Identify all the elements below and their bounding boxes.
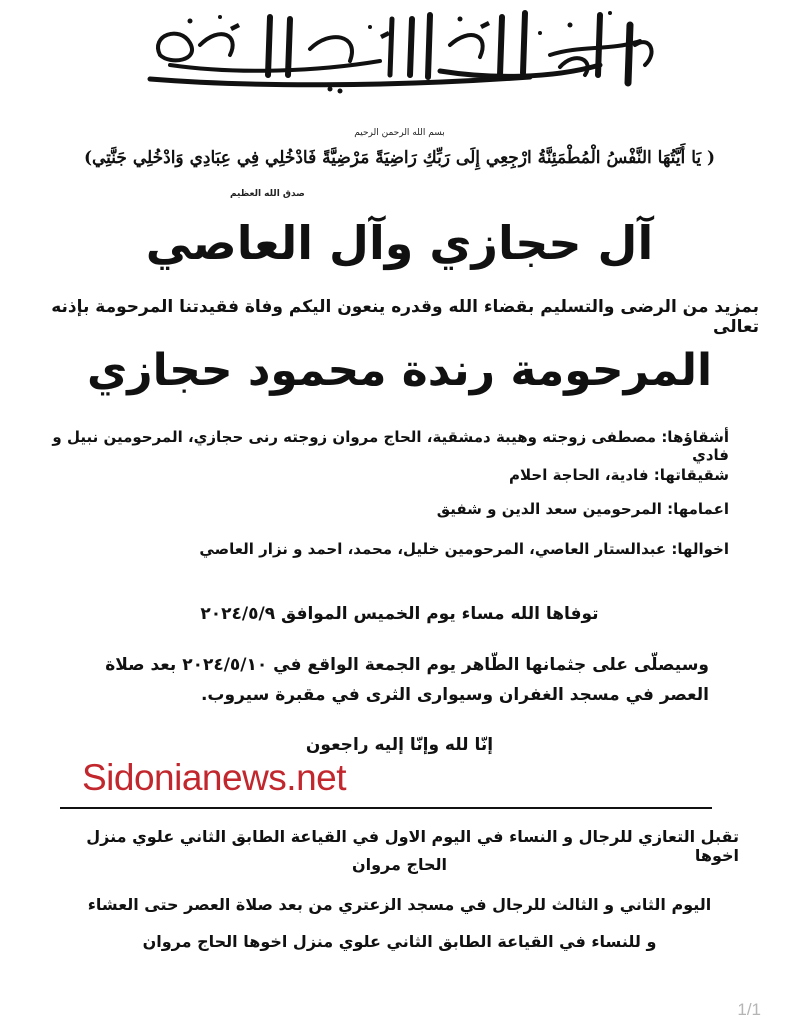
sadaq-allah: صدق الله العظيم: [230, 189, 305, 199]
announcement-intro: بمزيد من الرضى والتسليم بقضاء الله وقدره ينعون اليكم وفاة فقيدتنا المرحومة بإذنه تعالى: [51, 297, 759, 337]
divider-line: [60, 807, 712, 809]
condolences-line-4: و للنساء في القياعة الطابق الثاني علوي منزل اخوها الحاج مروان: [142, 932, 657, 951]
relatives-brothers: أشقاؤها: مصطفى زوجته وهيبة دمشقية، الحاج مروان زوجته رنى حجازي، المرحومين نبيل و فادي: [52, 428, 729, 464]
families-heading: آل حجازي وآل العاصي: [145, 216, 654, 270]
relatives-sisters: شقيقاتها: فادية، الحاجة احلام: [509, 466, 729, 484]
relatives-maternal-uncles: اخوالها: عبدالستار العاصي، المرحومين خليل، محمد، احمد و نزار العاصي: [199, 540, 729, 558]
deceased-name: المرحومة رندة محمود حجازي: [86, 345, 713, 396]
death-date-line: توفاها الله مساء يوم الخميس الموافق ٢٠٢٤/٥/٩: [200, 604, 599, 624]
condolences-line-2: الحاج مروان: [351, 855, 448, 874]
condolences-line-1: تقبل التعازي للرجال و النساء في اليوم الاول في القياعة الطابق الثاني علوي منزل اخوها: [86, 827, 739, 865]
relatives-paternal-uncles: اعمامها: المرحومين سعد الدين و شفيق: [436, 500, 729, 518]
funeral-prayer-line-2: العصر في مسجد الغفران وسيوارى الثرى في مقبرة سيروب.: [200, 685, 709, 705]
basmala: بسم الله الرحمن الرحيم: [354, 128, 445, 138]
funeral-prayer-line-1: وسيصلّى على جثمانها الطّاهر يوم الجمعة الواقع في ٢٠٢٤/٥/١٠ بعد صلاة: [105, 655, 709, 675]
watermark: Sidonianews.net: [82, 757, 347, 798]
page-number: 1/1: [737, 1000, 761, 1019]
condolences-line-3: اليوم الثاني و الثالث للرجال في مسجد الزعتري من بعد صلاة العصر حتى العشاء: [87, 895, 712, 914]
calligraphy-header: [130, 5, 660, 97]
quran-verse: ( يَا أَيَّتُهَا النَّفْسُ الْمُطْمَئِنَّةُ ارْجِعِي إِلَى رَبِّكِ رَاضِيَةً مَرْضِيَّةً فَادْخُلِي فِي عِبَادِي وَادْخُلِي جَنَّتِي): [83, 148, 716, 168]
inna-lillah: إنّا لله وإنّا إليه راجعون: [305, 735, 494, 755]
